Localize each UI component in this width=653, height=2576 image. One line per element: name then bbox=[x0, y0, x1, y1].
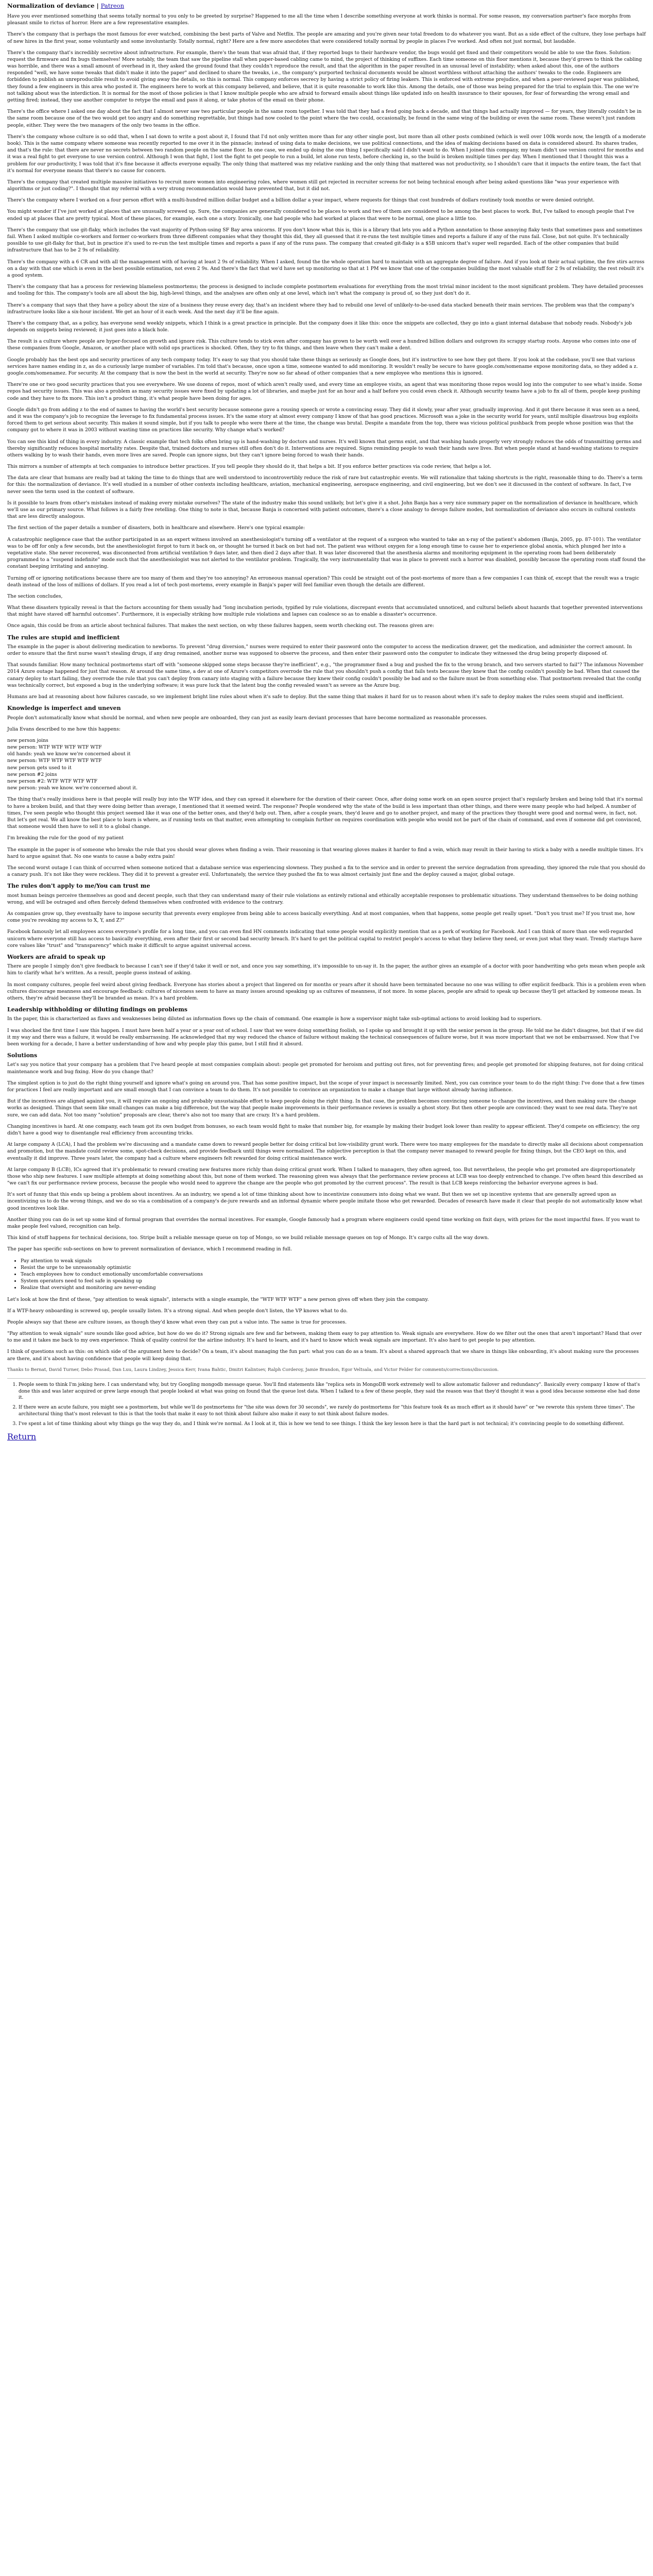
paragraph: "Pay attention to weak signals" sure sounds like good advice, but how do we do it? Strong signals are few and far between, making them easy to pay attention to. Weak signals are everywhere. How do we filter out the ones that aren't important? Hand that over to me and it takes me back to my own experience. Think of quality control for the airline industry. It's hard to learn, and it's hard to know which weak signals are important. It's also hard to get people to pay attention. bbox=[7, 1331, 642, 1344]
footnote: 2. If there were an acute failure, you might see a postmortem, but while we'll do postmortems for "the site was down for 30 seconds", we rarely do postmortems for "this feature took 4x as much effort as it should have" or "we rewrote this system three times". The architectural thing that's most relevant to this is that the tools that make it easy to not think about failure also make it easy to not think about failure modes. bbox=[19, 1404, 646, 1418]
recommendation-list bbox=[7, 1258, 646, 1292]
paragraph: People don't automatically know what should be normal, and when new people are onboarded, they can just as easily learn deviant processes that have become normalized as reasonable processes. bbox=[7, 715, 488, 721]
divider bbox=[7, 1378, 646, 1379]
footnote: 3. I've spent a lot of time thinking about why things go the way they do, and I think we're normal. As I look at it, this is how we tend to see things. I think the key lesson here is that the hard part is not technical; it's convincing people to do something different. bbox=[19, 1421, 646, 1428]
paragraph: A catastrophic negligence case that the author participated in as an expert witness involved an anesthesiologist's turning off a ventilator at the request of a surgeon who wanted to take an x-ray of the patient's abdomen (Banja, 2005, pp. 87-101). The ventilator was to be off for only a few seconds, but the anesthesiologist forgot to turn it back on, or thought he turned it back on but had not. The patient was without oxygen for a long enough time to cause her to experience global anoxia, which plunged her into a vegetative state. She never recovered, was disconnected from artificial ventilation 9 days later, and then died 2 days after that. It was later discovered that the anesthesia alarms and monitoring equipment in the operating room had been deliberately programmed to a "suspend indefinite" mode such that the anesthesiologist was not alerted to the ventilator problem. Tragically, the very instrumentality that was in place to prevent such a horror was disabled, possibly because the operating room staff found the constant beeping irritating and annoying. bbox=[7, 536, 646, 570]
paragraph: If a WTF-heavy onboarding is screwed up, people usually listen. It's a strong signal. And when people don't listen, the VP knows what to do. bbox=[7, 1308, 348, 1314]
paragraph: This kind of stuff happens for technical decisions, too. Stripe built a reliable message queue on top of Mongo, so we build reliable message queues on top of Mongo. It's cargo cults all the way down. bbox=[7, 1235, 489, 1241]
paragraph: I think of questions such as this: on which side of the argument here to decide? On a team, it's about managing the fun part: what you can do as a team. It's about a shared approach that we share in things like onboarding, it's about making sure the processes are there, and it's about having confidence that people will keep doing that. bbox=[7, 1349, 639, 1362]
paragraph: The section concludes, bbox=[7, 593, 63, 599]
paragraph: But if the incentives are aligned against you, it will require an ongoing and probably unsustainable effort to keep people doing the right thing. In that case, the problem becomes convincing someone to change the incentives, and then making sure the change works as designed. Things that seem like small changes can make a big difference, but the way that people make improvements in their performance reviews is usually a ghost story. But then other people are convinced: they want to see real data. They're not sure, we can add data. Not too many "solution" proposals are clear, there's also not too many that are crazy. It's a hard problem. bbox=[7, 1098, 638, 1118]
paragraph: There're one or two good security practices that you see everywhere. We use dozens of repos, most of which aren't really used, and every time an employee visits, an agent that was monitoring those repos would log into the computer to see what's inside. Some repos had security issues. This was also a problem as many security issues were fixed by updating a lot of libraries, and maybe just for an hour and a half before you could even check it. Although security teams have a job to fix all of them, people keep pushing code and they have to fix more. This isn't a product thing, it's what people have been doing for ages. bbox=[7, 382, 642, 401]
paragraph: Changing incentives is hard. At one company, each team got its own budget from bonuses, so each team would fight to make that number big, for example by making their budget look lower than reality to appear efficient. They'd compete on efficiency; the org didn't have a good way to disentangle real efficiency from accounting tricks. bbox=[7, 1123, 640, 1136]
paragraph: Google probably has the best ops and security practices of any tech company today. It's easy to say that you should take these things as seriously as Google does, but it's instructive to see how they got there. If you look at the codebase, you'll see that various services have names ending in z, as do a curiously large number of variables. I'm told that's because, once upon a time, someone wanted to add monitoring. It wouldn't really be secure to have google.com/somename expose monitoring data, so they added a z. google.com/somenamez. For security. At the company that is now the best in the world at security. They're now so far ahead of other companies that a new employee who mentions this is ignored. bbox=[7, 357, 638, 376]
paragraph: There's the company that created multiple massive initiatives to recruit more women into engineering roles, where women still get rejected in recruiter screens for not being technical enough after being asked questions like "was your experience with algorithms or just coding?". I thought that my referral with a very strong recommendation would have prevented that, but it did not. bbox=[7, 179, 620, 192]
paragraph: Google didn't go from adding z to the end of names to having the world's best security because someone gave a rousing speech or wrote a convincing essay. They did it slowly, year after year, gradually improving. And it got there because it was seen as a need, and it was the company's job to recognize the leverage to fix fundamental process issues. It's the same story at almost every company I know of that has good practices. Microsoft was a joke in the security world for years, until multiple disastrous bug exploits forced them to get serious about security. This makes it sound simple, but if you talk to people who were there at the time, the change was brutal. Despite a mandate from the top, there was vicious political pushback from people whose position was that the company got to where it was in 2003 without wasting time on practices like security. Why change what's worked? bbox=[7, 406, 640, 433]
paragraph: Is it possible to learn from other's mistakes instead of making every mistake ourselves? The state of the industry make this sound unlikely, but let's give it a shot. John Banja has a very nice summary paper on the normalization of deviance in healthcare, which we'll use as our primary source. What follows is a fairly free retelling. One thing to note is that, because Banja is concerned with patient outcomes, there's a close analogy to devops failure modes, but normalization of deviance also occurs in cultural contexts that are less directly analogous. bbox=[7, 500, 638, 520]
paragraph: Facebook famously let all employees access everyone's profile for a long time, and you can even find HN comments indicating that some people would explicitly mention that as a perk of working for Facebook. And I can think of more than one well-regarded unicorn where everyone still has access to basically everything, even after their first or second bad security breach. It's hard to get the political capital to restrict people's access to what they believe they need, or even just what they want. Trendy startups have core values like "trust" and "transparency" which make it difficult to argue against universal access. bbox=[7, 929, 642, 948]
paragraph: There are people I simply don't give feedback to because I can't see if they'd take it well or not, and once you say something, it's impossible to un-say it. In the paper, the author gives an example of a doctor with poor handwriting who gets mean when people ask him to clarify what he's written. As a result, people guess instead of asking. bbox=[7, 963, 645, 976]
paragraph: There's the company that's incredibly secretive about infrastructure. For example, there's the team that was afraid that, if they reported bugs to their hardware vendor, the bugs would get fixed and their competitors would be able to use the fixes. Solution: request the firmware and fix bugs themselves! More notably, the team that saw the pipeline stall when paper-based cabling came to mind, the project of thinking of suffixes. Each time someone on this floor mentions it, because they'd grown to think the cabling was horrible, and there was a small amount of overhead in it, they asked the ground found that they couldn't reproduce the result, and that the algorithm in the paper resulted in an unusual level of instability; when asked about this, one of the authors responded "well, we have some tweaks that didn't make it into the paper" and declined to share the tweaks, i.e., the company's purported technical documents would be almost worthless without attaching the authors' tweaks to the code. Engineers are forbidden to publish an unreproducible result to avoid giving away the details, so this is normal. This company enforces secrecy by having a strict policy of firing leakers. This is enforced with extreme prejudice, and when a peer-reviewed paper was published, they found a few engineers in this area who posted it. The engineers here to work at this company believed, and believe, that it is quite reasonable to work like this. Among the details, one of those was being prepared for the trial to explain this. The one we're not talking about was the interdiction. It is normal for the most of those policies is that I know multiple people who are afraid to forward emails about things like updated info on health insurance to their spouses, for fear of forwarding the wrong email and getting fired; instead, they use another computer to retype the email and pass it along, or take photos of the email on their phone. bbox=[7, 49, 642, 103]
article-body bbox=[7, 13, 646, 1253]
paragraph: Let's look at how the first of these, "pay attention to weak signals", interacts with a single example, the "WTF WTF WTF" a new person gives off when they join the company. bbox=[7, 1296, 429, 1302]
footnote: 1. People seem to think I'm joking here. I can understand why, but try Googling mongodb message queue. You'll find statements like "replica sets in MongoDB work extremely well to allow automatic failover and redundancy". Basically every company I know of that's done this and was later acquired or grew large enough that people looked at what was going on found that the queue lost data. When I talked to a few of these people, they said the reason was that they'd thought it was a good idea because someone else had done it. bbox=[19, 1382, 646, 1401]
list-item: • Pay attention to weak signals bbox=[21, 1258, 646, 1264]
title-separator: | bbox=[94, 2, 101, 9]
section-heading: Workers are afraid to speak up bbox=[7, 953, 106, 960]
paragraph: At large company A (LCA), I had the problem we're discussing and a mandate came down to reward people better for doing critical but low-visibility grunt work. There were too many employees for the mandate to directly make all decisions about compensation and promotion, but the mandate could review some, spot-check decisions, and provide feedback until things were normalized. The subjective perception is that the company never managed to reward people for fixing things, but the CEO kept on this, and eventually it did improve. Three years later, the company had a culture where engineers felt rewarded for doing critical maintenance work. bbox=[7, 1142, 643, 1161]
paragraph: The data are clear that humans are really bad at taking the time to do things that are well understood to incontrovertibly reduce the risk of rare but catastrophic events. We will rationalize that taking shortcuts is the right, reasonable thing to do. There's a term for this: the normalization of deviance. It's well studied in a number of other contexts including healthcare, aviation, mechanical engineering, aerospace engineering, and civil engineering, but we don't see it discussed in the context of software. In fact, I've never seen the term used in the context of software. bbox=[7, 475, 643, 495]
paragraph: It's sort of funny that this ends up being a problem about incentives. As an industry, we spend a lot of time thinking about how to incentivize consumers into doing what we want. But then we set up incentive systems that are generally agreed upon as incentivizing us to do the wrong things, and we do so via a combination of a company's de-jure rewards and an informal dynamic where people imitate those who get rewarded. Decades of research have made it clear that people do not automatically know what good incentives look like. bbox=[7, 1192, 643, 1211]
list-item: • Resist the urge to be unreasonably optimistic bbox=[21, 1264, 646, 1271]
paragraph: The second worst outage I can think of occurred when someone noticed that a database service was experiencing slowness. They pushed a fix to the service and in order to prevent the service degradation from spreading, they ignored the rule that you should do a canary push. It's not like they were reckless. They did it to prevent a greater evil. Unfortunately, the service they pushed the fix to was almost certainly just fine and the deploy caused a major, global outage. bbox=[7, 865, 645, 878]
paragraph: There's the company that has a process for reviewing blameless postmortems; the process is designed to include complete postmortem evaluations for everything from the most trivial minor incident to the most significant problem. They have detailed processes and tooling for this. The company's tools are all about the big, high-level things, and the analyses are often only at one level, which isn't what the company is proud of, so they just don't do it. bbox=[7, 284, 643, 297]
list-item: • System operators need to feel safe in speaking up bbox=[21, 1278, 646, 1284]
paragraph: There's a company that says that they have a policy about the size of a business they reuse every day, that's an incident where they had to rebuild one level of unlikely-to-be-used data stacked beneath their main services. The problem was that the company's infrastructure looks like a six-hour incident. We get an hour of it each week. And the next day it'll be fine again. bbox=[7, 302, 634, 315]
paragraph: People always say that these are culture issues, as though they'd know what even they can put a value into. The same is true for processes. bbox=[7, 1319, 347, 1325]
paragraph: The thing that's really insidious here is that people will really buy into the WTF idea, and they can spread it elsewhere for the duration of their career. Once, after doing some work on an open source project that's regularly broken and being told that it's normal to have a broken build, and that they were doing better than average, I mentioned that it seemed weird. The response? People wondered why the state of the build is less important than other things, and there were many people who had helped. A number of times, I've seen people who thought this project seemed like it was one of the better ones, and they'd help out. Then, after a couple years, they'd leave and go to another project, and many of the practices they thought were good and normal were, in fact, not. But let's get real. We all know the best place to learn is where, as if running tests on that matter, even attempting to complain further on requires coordination with people who would not be part of the chain of command, and even if someone did get convinced, that someone would then have to sell it to a global change. bbox=[7, 796, 643, 830]
paragraph: This mirrors a number of attempts at tech companies to introduce better practices. If you tell people they should do it, that helps a bit. If you enforce better practices via code review, that helps a lot. bbox=[7, 464, 492, 470]
section-heading: Leadership withholding or diluting findings on problems bbox=[7, 1006, 187, 1013]
paragraph: There's the company that, as a policy, has everyone send weekly snippets, which I think is a great practice in principle. But the company does it like this: once the snippets are collected, they go into a giant internal database that nobody reads. Nobody's job depends on snippets being reviewed; it just goes into a black hole. bbox=[7, 320, 632, 333]
paragraph: I'm breaking the rule for the good of my patient bbox=[7, 835, 124, 841]
paragraph: new person joins new person: WTF WTF WTF WTF WTF old hands: yeah we know we're concerned about it new person: WTF WTF WTF WTF WTF new person gets used to it new person #2 joins new person #2: WTF WTF WTF WTF new person: yeah we know. we're concerned about it. bbox=[7, 737, 138, 791]
paragraph: In most company cultures, people feel weird about giving feedback. Everyone has stories about a project that lingered on for months or years after it should have been terminated because no one was willing to offer explicit feedback. This is a problem even when cultures discourage meanness and encourage feedback: cultures of niceness seem to have as many issues around speaking up as cultures of meanness, if not more. In some places, people are afraid to speak up because they'll get attacked by someone mean. In others, they're afraid because they'll be branded as mean. It's a hard problem. bbox=[7, 981, 646, 1001]
paragraph: I was shocked the first time I saw this happen. I must have been half a year or a year out of school. I saw that we were doing something foolish, so I spoke up and brought it up with the senior person in the group. He told me he didn't disagree, but that if we did it my way and there was a failure, it would be really embarrassing. He acknowledged that my way reduced the chance of failure without making the technical consequences of failure worse, but it was more important that we not be embarrassed. Now that I've been working for a decade, I have a better understanding of how and why people play this game, but I still find it absurd. bbox=[7, 1027, 643, 1047]
paragraph: There's the company whose culture is so odd that, when I sat down to write a post about it, I found that I'd not only written more than for any other single post, but more than all other posts combined (which is well over 100k words now, the length of a moderate book). This is the same company where someone was recently reported to me over it in the pinnacle; instead of using data to make decisions, we use political connections, and the idea of making decisions based on data is considered absurd. Its shares trades, and that's the rule: that there are never no secrets between two random people on the same floor. In one case, we ended up doing the one thing I specifically said I didn't want to do. When I joined this company, my team didn't use version control for months and it was a real fight to get everyone to use version control. Although I won that fight, I lost the fight to get people to run a build, let alone run tests, before checking in, so the build is broken multiple times per day. When I mentioned that I thought this was a problem for our productivity, I was told that it's fine because it affects everyone equally. The only thing that mattered was my relative ranking and the only thing that mattered was not productivity, so I shouldn't care that it impacts the entire team, the fact that it's normal for everyone means that there's no cause for concern. bbox=[7, 133, 646, 174]
paragraph: The example in the paper is of someone who breaks the rule that you should wear gloves when finding a vein. Their reasoning is that wearing gloves makes it harder to find a vein, which may result in their having to stick a baby with a needle multiple times. It's hard to argue against that. No one wants to cause a baby extra pain! bbox=[7, 846, 643, 859]
paragraph: The paper has specific sub-sections on how to prevent normalization of deviance, which I recommend reading in full. bbox=[7, 1246, 292, 1252]
paragraph: Once again, this could be from an article about technical failures. That makes the next section, on why these failures happen, seem worth checking out. The reasons given are: bbox=[7, 623, 434, 629]
section-heading: The rules don't apply to me/You can trust me bbox=[7, 883, 150, 890]
list-item: • Teach employees how to conduct emotionally uncomfortable conversations bbox=[21, 1271, 646, 1278]
paragraph: The first section of the paper details a number of disasters, both in healthcare and elsewhere. Here's one typical example: bbox=[7, 525, 305, 531]
patreon-link[interactable]: Patreon bbox=[100, 2, 125, 9]
closing-section bbox=[7, 1296, 646, 1362]
paragraph: That sounds familiar. How many technical postmortems start off with "someone skipped some steps because they're inefficient", e.g., "the programmer fixed a bug and pushed the fix to the wrong branch, and two servers started to fail"? The infamous November 2014 Azure outage happened for just that reason. At around the same time, a dev at one of Azure's competitors overrode the rule that you shouldn't push a config that fails tests because they knew that the config couldn't possibly be bad. When that caused the canary deploy to start failing, they overrode the rule that you can't deploy from canary into staging with a failure because they knew their config couldn't possibly be bad and so the failure must be from something else. That postmortem revealed that the config was technically correct, but exposed a bug in the underlying software; it was pure luck that the latent bug the config revealed wasn't as severe as the Azure bug. bbox=[7, 662, 644, 688]
paragraph: You might wonder if I've just worked at places that are unusually screwed up. Sure, the companies are generally considered to be places to work and two of them are considered to be among the best places to work. But, I've talked to enough people that I've ended up at places that are pretty typical. Most of these places, for example, each one a story. Ironically, one had people who had worked at places that were to be normal, one place a little too. bbox=[7, 209, 634, 222]
paragraph: Let's say you notice that your company has a problem that I've heard people at most companies complain about: people get promoted for heroism and putting out fires, not for preventing fires; and people get promoted for shipping features, not for doing critical maintenance work and bug fixing. How do you change that? bbox=[7, 1062, 644, 1075]
acknowledgements: Thanks to Bernat, David Turner, Debo Prasad, Dan Luu, Laura Lindzey, Jessica Kerr, Ivana Bahtic, Dmitri Kalintsev, Ralph Corderoy, Jamie Brandon, Egor Veltsala, and Victor Felder for comments/corrections/discussion. bbox=[7, 1367, 499, 1372]
page-title bbox=[7, 2, 646, 10]
paragraph: Julia Evans described to me how this happens: bbox=[7, 726, 121, 732]
title-text: Normalization of deviance bbox=[7, 2, 95, 9]
paragraph: Turning off or ignoring notifications because there are too many of them and they're too annoying? An erroneous manual operation? This could be straight out of the post-mortems of more than a few companies I can think of, except that the result was a tragic death instead of the loss of millions of dollars. If you read a lot of tech post-mortems, every example in Banja's paper will feel familiar even though the details are different. bbox=[7, 575, 640, 588]
paragraph: There's the company that use git-flaky, which includes the vast majority of Python-using SF Bay area unicorns. If you don't know what this is, this is a library that lets you add a Python annotation to those annoying flaky tests that sometimes pass and sometimes fail. When I asked multiple co-workers and former co-workers from three different companies what they thought this did, they all guessed that it re-runs the test multiple times and reports a failure if any of the runs fail. Close, but not quite. It's technically possible to use git-flaky for that, but in practice it's used to re-run the test multiple times and reports a pass if any of the runs pass. The company that created git-flaky is a $5B unicorn that's super well regarded. Each of the other companies that build infrastructure that has to be 2 9s of reliability. bbox=[7, 227, 643, 253]
paragraph: The result is a culture where people are hyper-focused on growth and ignore risk. This culture tends to stick even after company has grown to be worth well over a hundred billion dollars and outgrown its scrappy startup roots. Anyone who comes into one of these companies from Google, Amazon, or another place with solid ops practices is shocked. Often, they try to fix things, and then leave when they can't make a dent. bbox=[7, 338, 637, 351]
section-heading: Knowledge is imperfect and uneven bbox=[7, 705, 121, 712]
paragraph: At large company B (LCB), ICs agreed that it's problematic to reward creating new features more richly than doing critical grunt work. When I talked to managers, they often agreed, too. But nevertheless, the people who get promoted are disproportionately those who ship new features. I saw multiple attempts at doing something about this, but none of them worked. The reasoning given was always that the performance review process at LCB was too deeply entrenched to change. I've often heard this described as "we can't fix our performance review process, because the people who would need to approve the change are the people who got promoted by the current process". The result is that LCB keeps reinforcing the behavior everyone agrees is bad. bbox=[7, 1166, 643, 1187]
paragraph: There's the office where I asked one day about the fact that I almost never saw two particular people in the same room together. I was told that they had a feud going back a decade, and that things had actually improved — for years, they literally couldn't be in the same room because one of the two would get too angry and do something regrettable, but things had now cooled to the point where the two could, occasionally, be found in the same wing of the building or even the same room. These weren't just random people, either. They were the two managers of the only two teams in the office. bbox=[7, 109, 642, 128]
return-link[interactable]: Return bbox=[7, 1432, 37, 1442]
section-heading: The rules are stupid and inefficient bbox=[7, 634, 120, 641]
paragraph: Another thing you can do is set up some kind of formal program that overrides the normal incentives. For example, Google famously had a program where engineers could spend time working on fixit days, with prizes for the most impactful fixes. If you want to make people feel valued, recognition can help. bbox=[7, 1216, 640, 1230]
paragraph: There's the company that is perhaps the most famous for ever watched, combining the best parts of Valve and Netflix. The people are amazing and you're given near total freedom to do whatever you want. But as a side effect of the culture, they lose perhaps half of new hires in the first year, some voluntarily and some involuntarily. Totally normal, right? Here are a few more anecdotes that were considered totally normal by people in places I've worked. And often not just normal, but laudable. bbox=[7, 31, 646, 44]
section-heading: Solutions bbox=[7, 1052, 38, 1059]
paragraph: most human beings perceive themselves as good and decent people, such that they can understand many of their rule violations as entirely rational and ethically acceptable responses to problematic situations. They understand themselves to be doing nothing wrong, and will be outraged and often fiercely defend themselves when confronted with evidence to the contrary. bbox=[7, 892, 638, 905]
paragraph: There's the company where I worked on a four person effort with a multi-hundred million dollar budget and a billion dollar a year impact, where requests for things that cost hundreds of dollars routinely took months or were denied outright. bbox=[7, 197, 595, 204]
paragraph: As companies grow up, they eventually have to impose security that prevents every employee from being able to access basically everything. And at most companies, when that happens, some people get really upset. "Don't you trust me? If you trust me, how come you're revoking my access to X, Y, and Z?" bbox=[7, 910, 635, 924]
paragraph: What these disasters typically reveal is that the factors accounting for them usually had "long incubation periods, typified by rule violations, discrepant events that accumulated unnoticed, and cultural beliefs about hazards that together prevented interventions that might have staved off harmful outcomes". Furthermore, it is especially striking how multiple rule violations and lapses can coalesce so as to enable a disaster's occurrence. bbox=[7, 605, 643, 618]
paragraph: Have you ever mentioned something that seems totally normal to you only to be greeted by surprise? Happened to me all the time when I describe something everyone at work thinks is normal. For some reason, my conversation partner's face morphs from pleasant smile to rictus of horror. Here are a few representative examples. bbox=[7, 13, 631, 26]
list-item: • Realize that oversight and monitoring are never-ending bbox=[21, 1284, 646, 1291]
paragraph: In the paper, this is characterized as flaws and weaknesses being diluted as information flows up the chain of command. One example is how a supervisor might take sub-optimal actions to avoid looking bad to superiors. bbox=[7, 1016, 542, 1022]
paragraph: The example in the paper is about delivering medication to newborns. To prevent "drug diversion," nurses were required to enter their password onto the computer to access the medication drawer, get the medication, and administer the correct amount. In order to ensure that the first nurse wasn't stealing drugs, if any drug remained, another nurse was supposed to observe the process, and then enter their password onto the computer to indicate they witnessed the drug being properly disposed of. bbox=[7, 643, 632, 657]
paragraph: Humans are bad at reasoning about how failures cascade, so we implement bright line rules about when it's safe to deploy. But the same thing that makes it hard for us to reason about when it's safe to deploy makes the rules seem stupid and inefficient. bbox=[7, 694, 624, 700]
paragraph: You can see this kind of thing in every industry. A classic example that tech folks often bring up is hand-washing by doctors and nurses. It's well known that germs exist, and that washing hands properly very strongly reduces the odds of transmitting germs and thereby significantly reduces hospital mortality rates. Despite that, trained doctors and nurses still often don't do it. Interventions are required. Signs reminding people to wash their hands save lives. But when people stand at hand-washing stations to require others walking by to wash their hands, even more lives are saved. People can ignore signs, but they can't ignore being forced to wash their hands. bbox=[7, 438, 642, 458]
paragraph: There's the company with a 6 CR and with all the management with of having at least 2 9s of reliability. When I asked, found the the whole operation hard to maintain with an aggregate degree of failure. And if you look at their actual uptime, the fire stirs across on a day with that one which is even in the best possible estimation, not even 2 9s. And there's the fact that we'd have set up monitoring so that at 1 PM we know that one of the companies building the most valuable stuff for 2 9s of reliability, the rest rebuilt it's a good system. bbox=[7, 259, 645, 278]
paragraph: The simplest option is to just do the right thing yourself and ignore what's going on around you. That has some positive impact, but the scope of your impact is necessarily limited. Next, you can convince your team to do the right thing: I've done that a few times for practices I feel are really important and are small enough that I can convince a team to do them. It's not possible to convince an organization to make a change that large without already having influence. bbox=[7, 1080, 645, 1093]
footnotes bbox=[7, 1382, 646, 1428]
